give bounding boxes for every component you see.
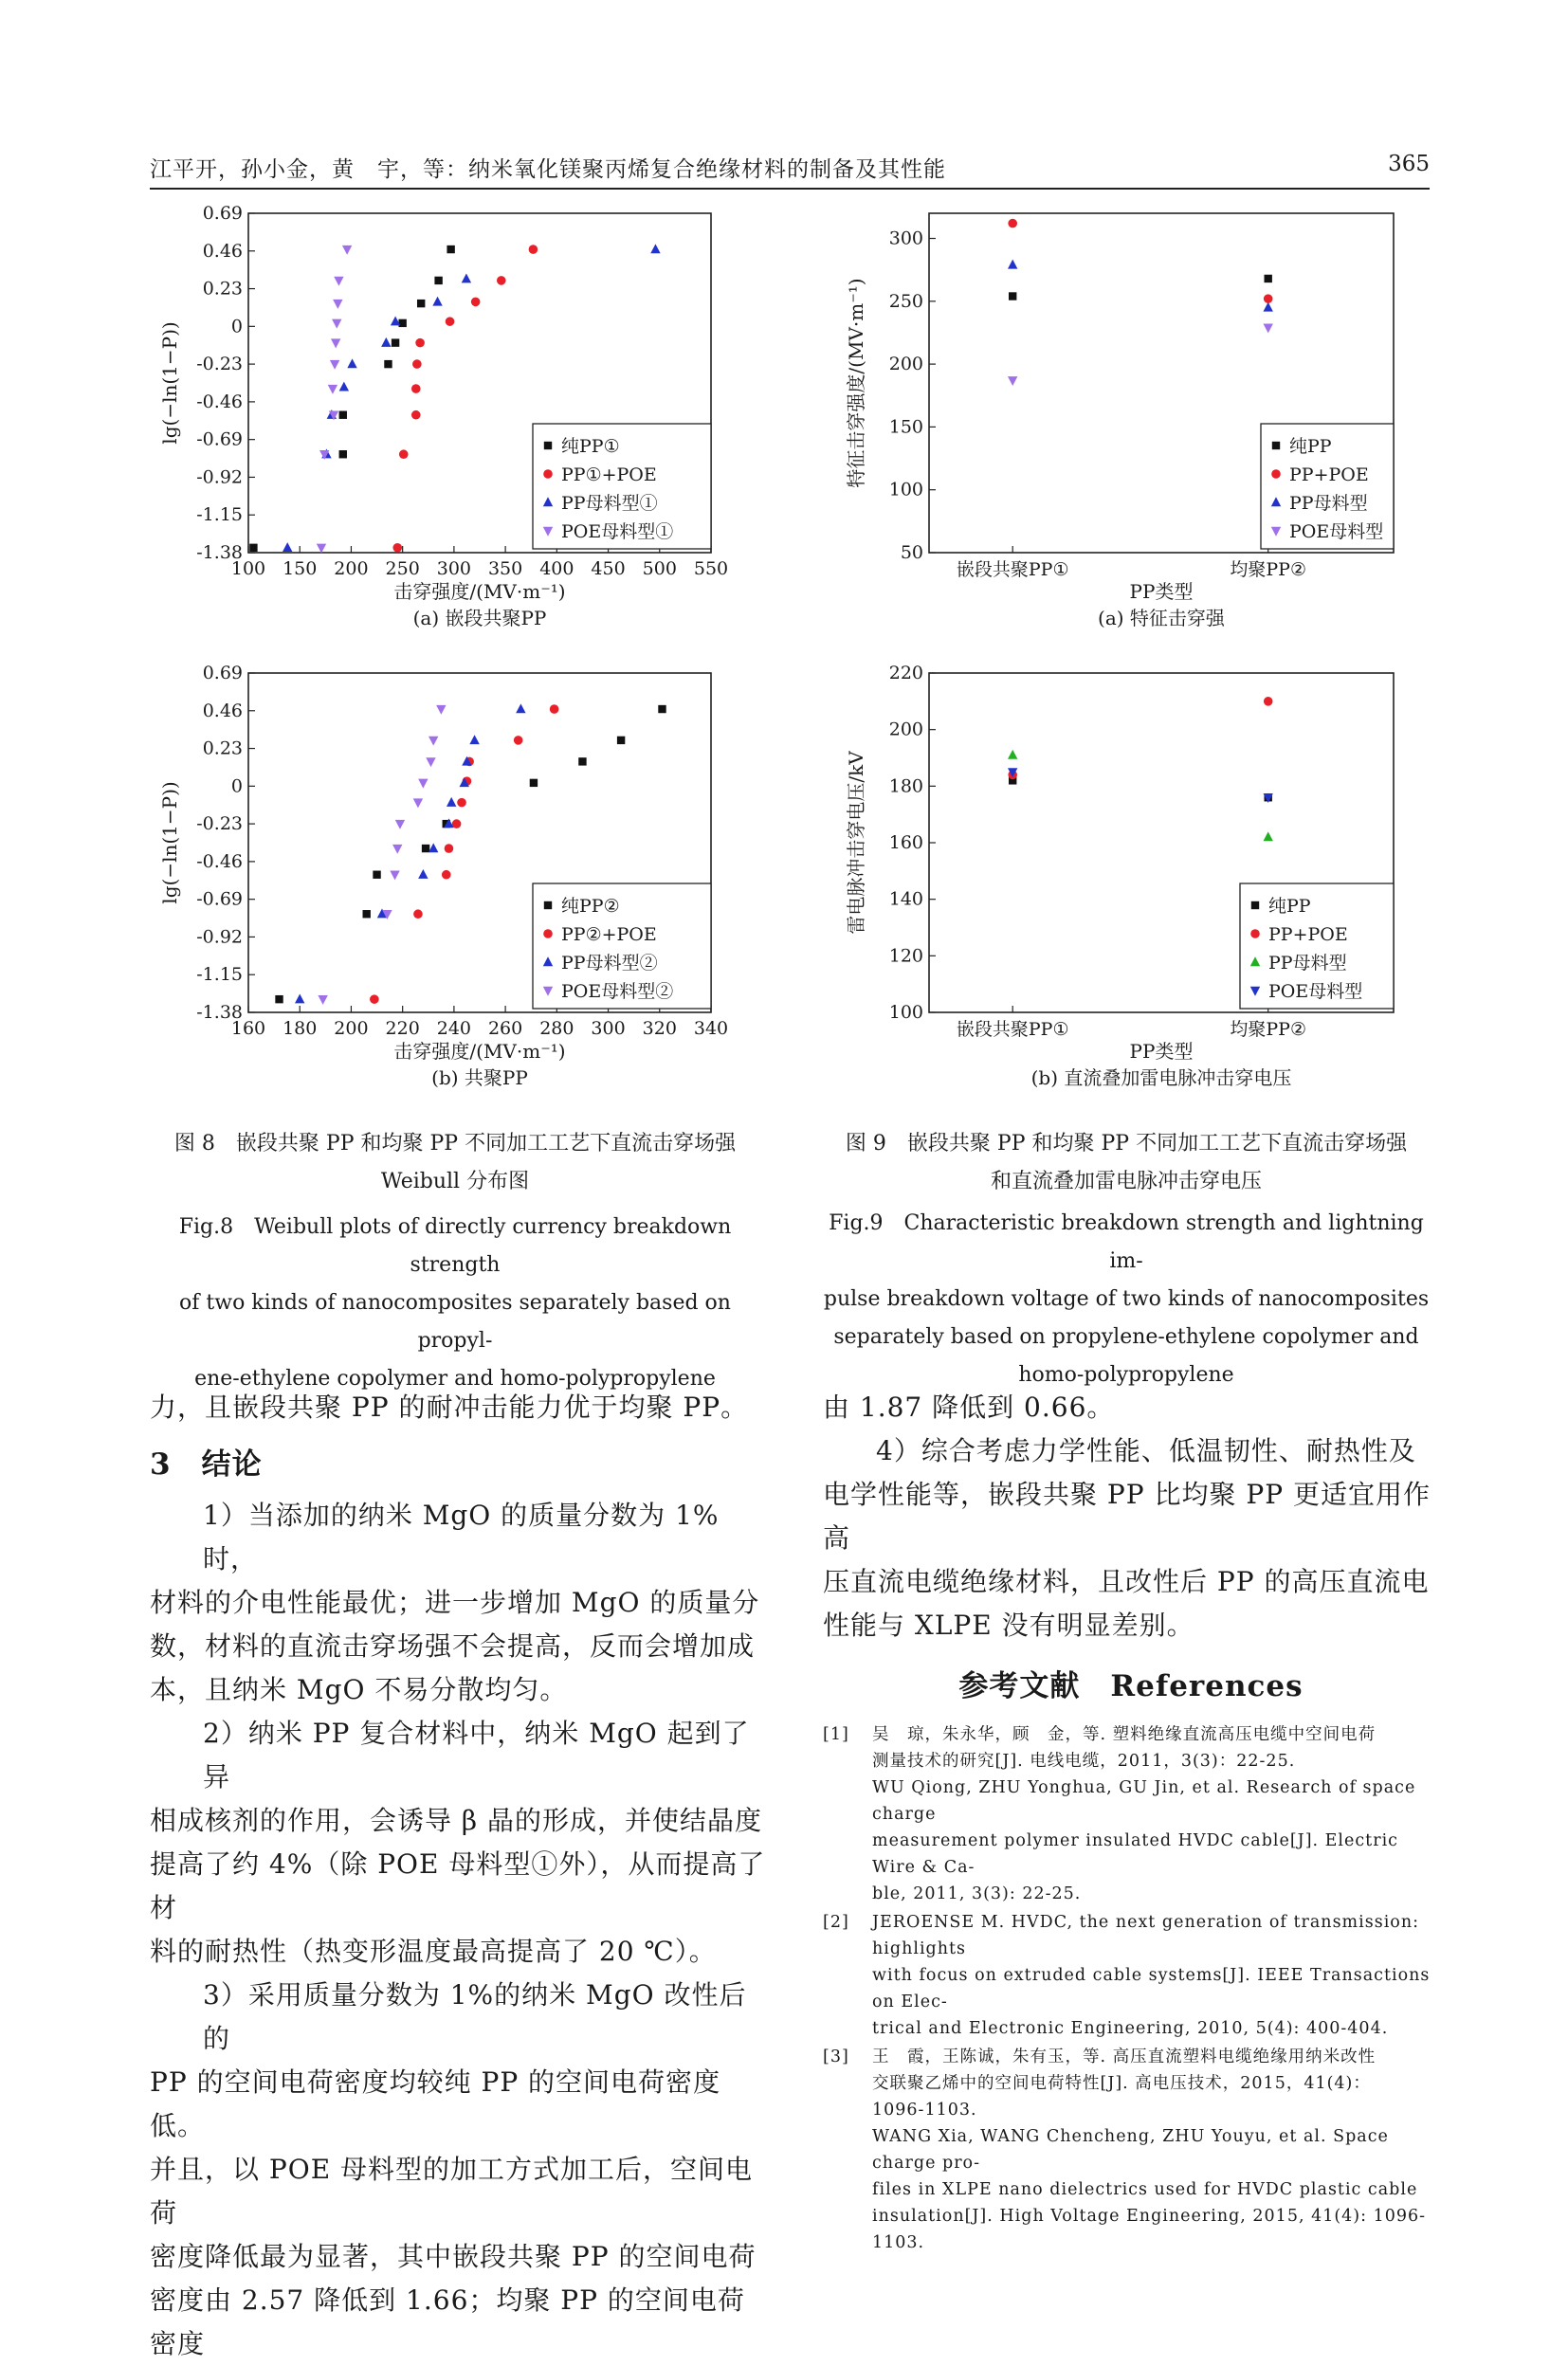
- fig8-caption-en-line: of two kinds of nanocomposites separately based on propyl-: [179, 1291, 731, 1353]
- chart-title: (b) 直流叠加雷电脉冲击穿电压: [1030, 1066, 1292, 1089]
- data-point: [530, 779, 538, 787]
- running-title: 江平开，孙小金，黄 宇，等：纳米氧化镁聚丙烯复合绝缘材料的制备及其性能: [150, 157, 946, 182]
- data-point: [1008, 219, 1017, 228]
- fig8-caption-cn-line: 图 8 嵌段共聚 PP 和均聚 PP 不同加工工艺下直流击穿场强: [173, 1132, 737, 1156]
- fig9-caption-en-line: Fig.9 Characteristic breakdown strength and lightning im-: [829, 1211, 1424, 1273]
- reference-line: 吴 琼，朱永华，顾 金，等. 塑料绝缘直流高压电缆中空间电荷: [872, 1725, 1377, 1744]
- text-line: 1）当添加的纳米 MgO 的质量分数为 1%时，: [203, 1500, 720, 1574]
- legend-marker: [543, 929, 553, 938]
- reference-item: [823, 1909, 1439, 2042]
- x-tick-label: 450: [591, 558, 626, 579]
- references-heading: 参考文献 References: [958, 1669, 1304, 1703]
- data-point: [399, 449, 409, 459]
- reference-line: 交联聚乙烯中的空间电荷特性[J]. 高电压技术，2015，41(4)：: [872, 2074, 1371, 2093]
- x-axis-label: 击穿强度/(MV·m⁻¹): [393, 580, 566, 603]
- y-tick-label: -0.23: [196, 813, 243, 835]
- x-tick-label: 200: [334, 558, 369, 579]
- text-line: 3）采用质量分数为 1%的纳米 MgO 改性后的: [203, 1979, 747, 2054]
- reference-line: ble, 2011, 3(3): 22-25.: [872, 1884, 1082, 1903]
- fig8-caption-cn-line: Weibull 分布图: [380, 1170, 530, 1193]
- y-tick-label: 250: [888, 290, 923, 312]
- text-line: 4）综合考虑力学性能、低温韧性、耐热性及: [876, 1435, 1416, 1466]
- legend-label: POE母料型: [1289, 521, 1384, 542]
- chart-title: (b) 共聚PP: [431, 1066, 528, 1089]
- data-point: [295, 993, 304, 1003]
- x-category-label: 嵌段共聚PP①: [956, 1019, 1069, 1040]
- reference-line: trical and Electronic Engineering, 2010, 5(4): 400-404.: [872, 2019, 1389, 2038]
- text-line: 数，材料的直流击穿场强不会提高，反而会增加成: [150, 1630, 756, 1662]
- data-point: [432, 297, 442, 306]
- fig9-caption-en-line: pulse breakdown voltage of two kinds of nanocomposites: [823, 1287, 1430, 1311]
- data-point: [283, 542, 292, 552]
- fig8-caption-en-line: Fig.8 Weibull plots of directly currency breakdown strength: [178, 1215, 732, 1277]
- right-column: [823, 1386, 1439, 2258]
- legend-label: POE母料型: [1268, 981, 1363, 1002]
- y-tick-label: 0.46: [202, 240, 243, 262]
- reference-line: WU Qiong, ZHU Yonghua, GU Jin, et al. Research of space charge: [872, 1778, 1416, 1824]
- data-point: [384, 360, 392, 368]
- data-point: [514, 736, 523, 745]
- data-point: [317, 544, 326, 554]
- data-point: [1264, 697, 1273, 706]
- y-tick-label: -0.23: [196, 354, 243, 375]
- y-tick-label: 180: [888, 775, 923, 797]
- legend-label: POE母料型②: [561, 981, 674, 1002]
- reference-line: 王 霞，王陈诚，朱有玉，等. 高压直流塑料电缆绝缘用纳米改性: [872, 2048, 1377, 2066]
- data-point: [392, 845, 402, 854]
- left-column: [150, 1386, 766, 2366]
- data-point: [392, 338, 399, 346]
- data-point: [471, 298, 481, 307]
- y-tick-label: -1.15: [196, 964, 243, 986]
- legend-marker: [544, 901, 552, 909]
- legend-label: PP+POE: [1268, 924, 1348, 945]
- data-point: [529, 245, 538, 254]
- data-point: [411, 384, 421, 393]
- chart-fig8a: [152, 204, 768, 659]
- chart-fig9a: [834, 204, 1450, 659]
- section-title: 3 结论: [150, 1447, 263, 1482]
- data-point: [330, 360, 339, 370]
- page-number: 365: [1388, 152, 1430, 176]
- y-tick-label: 100: [888, 479, 923, 500]
- fig8-caption-en-line: ene-ethylene copolymer and homo-polypropylene: [194, 1367, 716, 1391]
- y-tick-label: 0.69: [202, 204, 243, 224]
- fig9-caption-en-line: homo-polypropylene: [1018, 1363, 1234, 1387]
- data-point: [426, 757, 435, 767]
- y-tick-label: 0: [230, 316, 243, 337]
- y-tick-label: 100: [888, 1002, 923, 1023]
- data-point: [332, 319, 341, 329]
- reference-line: files in XLPE nano dielectrics used for HVDC plastic cable: [872, 2180, 1418, 2199]
- data-point: [617, 737, 625, 744]
- y-tick-label: 200: [888, 354, 923, 375]
- continuation-text: 力，且嵌段共聚 PP 的耐冲击能力优于均聚 PP。: [150, 1392, 749, 1423]
- data-point: [418, 779, 428, 789]
- legend-marker: [1250, 929, 1260, 938]
- data-point: [457, 798, 466, 808]
- legend-marker: [543, 469, 553, 479]
- data-point: [334, 277, 343, 286]
- data-point: [275, 995, 283, 1003]
- y-tick-label: -0.69: [196, 888, 243, 910]
- data-point: [446, 317, 455, 326]
- y-tick-label: -0.92: [196, 926, 243, 948]
- x-tick-label: 500: [642, 558, 677, 579]
- y-axis-label: lg(−ln(1−P)): [158, 321, 181, 445]
- y-tick-label: 200: [888, 719, 923, 740]
- legend-marker: [1251, 901, 1259, 909]
- data-point: [452, 819, 462, 828]
- data-point: [434, 277, 442, 284]
- data-point: [392, 543, 402, 553]
- y-tick-label: -0.46: [196, 850, 243, 872]
- data-point: [462, 273, 471, 282]
- x-category-label: 嵌段共聚PP①: [956, 559, 1069, 580]
- text-line: 相成核剂的作用，会诱导 β 晶的形成，并使结晶度: [150, 1805, 762, 1836]
- data-points: [1008, 697, 1273, 841]
- chart-fig9b: [834, 664, 1450, 1119]
- data-point: [442, 870, 451, 880]
- legend-marker: [1272, 442, 1280, 449]
- legend-label: 纯PP①: [561, 436, 620, 457]
- y-axis-label: lg(−ln(1−P)): [158, 781, 181, 904]
- data-point: [578, 757, 586, 765]
- y-tick-label: 50: [900, 542, 923, 563]
- data-point: [339, 382, 349, 391]
- data-point: [398, 319, 406, 327]
- x-axis-label: PP类型: [1129, 580, 1194, 603]
- reference-number: [1]: [823, 1725, 849, 1744]
- data-point: [339, 450, 347, 458]
- legend-label: PP②+POE: [561, 924, 657, 945]
- data-point: [413, 798, 423, 808]
- fig9-caption-cn-line: 图 9 嵌段共聚 PP 和均聚 PP 不同加工工艺下直流击穿场强: [845, 1132, 1408, 1156]
- data-point: [445, 844, 454, 853]
- reference-line: 1096-1103.: [872, 2101, 977, 2120]
- y-tick-label: -0.69: [196, 428, 243, 450]
- data-point: [411, 410, 421, 420]
- legend-label: PP母料型②: [561, 953, 658, 974]
- text-line: 本，且纳米 MgO 不易分散均匀。: [150, 1674, 568, 1705]
- data-point: [550, 704, 559, 714]
- data-point: [339, 411, 347, 419]
- x-axis-label: PP类型: [1129, 1040, 1194, 1063]
- data-point: [333, 300, 342, 309]
- legend-label: 纯PP②: [561, 896, 620, 917]
- y-tick-label: 120: [888, 945, 923, 967]
- text-line: 密度由 2.57 降低到 1.66；均聚 PP 的空间电荷密度: [150, 2284, 745, 2359]
- chart-title: (a) 嵌段共聚PP: [412, 607, 547, 629]
- data-point: [412, 359, 422, 369]
- y-tick-label: -1.15: [196, 504, 243, 526]
- data-point: [418, 869, 428, 879]
- continuation-text: 由 1.87 降低到 0.66。: [823, 1392, 1115, 1423]
- y-tick-label: 150: [888, 416, 923, 438]
- figure9-caption: [813, 1125, 1439, 1394]
- reference-line: insulation[J]. High Voltage Engineering, 2015, 41(4): 1096-1103.: [872, 2207, 1427, 2252]
- y-tick-label: 0.69: [202, 664, 243, 683]
- x-tick-label: 300: [436, 558, 472, 579]
- data-point: [381, 337, 391, 347]
- data-point: [1265, 275, 1272, 282]
- data-point: [417, 300, 425, 307]
- legend-label: 纯PP: [1289, 436, 1332, 457]
- data-point: [436, 705, 446, 715]
- y-tick-label: -1.38: [196, 542, 243, 563]
- data-point: [1008, 260, 1017, 269]
- text-line: 压直流电缆绝缘材料，且改性后 PP 的高压直流电: [823, 1566, 1430, 1597]
- x-axis-label: 击穿强度/(MV·m⁻¹): [393, 1040, 566, 1063]
- y-tick-label: 300: [888, 228, 923, 249]
- data-points: [1008, 219, 1273, 386]
- x-tick-label: 340: [693, 1018, 729, 1039]
- legend-label: 纯PP: [1268, 896, 1311, 917]
- x-tick-label: 350: [487, 558, 523, 579]
- data-point: [342, 246, 352, 255]
- legend-label: PP+POE: [1289, 464, 1369, 485]
- legend-marker: [544, 442, 552, 449]
- legend-label: PP母料型: [1289, 493, 1368, 514]
- reference-line: 测量技术的研究[J]. 电线电缆，2011，3(3)：22-25.: [872, 1752, 1296, 1771]
- x-tick-label: 550: [693, 558, 729, 579]
- x-category-label: 均聚PP②: [1230, 1019, 1307, 1040]
- data-point: [1264, 294, 1273, 303]
- data-point: [497, 276, 506, 285]
- y-tick-label: 220: [888, 664, 923, 683]
- data-point: [516, 703, 525, 713]
- text-line: 性能与 XLPE 没有明显差别。: [823, 1610, 1194, 1641]
- conclusion-paragraph-1: [150, 1494, 766, 1712]
- y-tick-label: 140: [888, 888, 923, 910]
- reference-line: JEROENSE M. HVDC, the next generation of transmission: highlights: [872, 1913, 1420, 1958]
- text-line: 密度降低最为显著，其中嵌段共聚 PP 的空间电荷: [150, 2241, 757, 2272]
- legend-label: POE母料型①: [561, 521, 674, 542]
- y-tick-label: 0.23: [202, 737, 243, 759]
- data-point: [390, 871, 399, 881]
- data-point: [650, 244, 660, 253]
- conclusion-paragraph-2: [150, 1712, 766, 1974]
- reference-item: [823, 1721, 1439, 1907]
- conclusion-paragraph-3: [150, 1974, 766, 2366]
- data-point: [415, 338, 425, 348]
- x-tick-label: 100: [230, 558, 266, 579]
- data-point: [249, 544, 257, 552]
- chart-title: (a) 特征击穿强: [1098, 607, 1225, 629]
- reference-line: measurement polymer insulated HVDC cable[J]. Electric Wire & Ca-: [872, 1831, 1398, 1877]
- x-tick-label: 300: [591, 1018, 626, 1039]
- text-line: 电学性能等，嵌段共聚 PP 比均聚 PP 更适宜用作高: [823, 1479, 1431, 1554]
- data-point: [1264, 831, 1273, 841]
- x-tick-label: 150: [283, 558, 318, 579]
- data-point: [428, 843, 438, 852]
- text-line: 材料的介电性能最优；进一步增加 MgO 的质量分: [150, 1587, 760, 1618]
- x-tick-label: 400: [539, 558, 574, 579]
- legend-label: PP①+POE: [561, 464, 657, 485]
- legend-label: PP母料型①: [561, 493, 658, 514]
- data-point: [328, 385, 337, 394]
- data-point: [447, 246, 454, 253]
- reference-number: [2]: [823, 1913, 849, 1932]
- data-point: [428, 737, 438, 746]
- data-point: [370, 994, 379, 1004]
- reference-number: [3]: [823, 2048, 849, 2066]
- data-point: [1009, 292, 1016, 300]
- reference-line: WANG Xia, WANG Chencheng, ZHU Youyu, et al. Space charge pro-: [872, 2127, 1389, 2173]
- x-tick-label: 200: [334, 1018, 369, 1039]
- reference-line: with focus on extruded cable systems[J]. IEEE Transactions on Elec-: [872, 1966, 1431, 2011]
- y-tick-label: -1.38: [196, 1002, 243, 1023]
- reference-list: [823, 1721, 1439, 2256]
- x-tick-label: 260: [487, 1018, 523, 1039]
- fig9-caption-en-line: separately based on propylene-ethylene copolymer and: [833, 1325, 1419, 1349]
- x-tick-label: 320: [642, 1018, 677, 1039]
- running-header: [150, 150, 1430, 190]
- x-tick-label: 220: [385, 1018, 420, 1039]
- y-tick-label: 0: [230, 775, 243, 797]
- data-point: [347, 358, 356, 368]
- y-axis-label: 雷电脉冲击穿电压/kV: [845, 751, 867, 935]
- conclusion-paragraph-4: [823, 1429, 1439, 1647]
- fig9-caption-cn-line: 和直流叠加雷电脉冲击穿电压: [990, 1170, 1262, 1193]
- x-tick-label: 160: [230, 1018, 266, 1039]
- y-tick-label: 160: [888, 832, 923, 853]
- text-line: 2）纳米 PP 复合材料中，纳米 MgO 起到了异: [203, 1718, 750, 1793]
- data-point: [363, 910, 371, 918]
- y-tick-label: 0.23: [202, 278, 243, 300]
- y-tick-label: -0.92: [196, 466, 243, 488]
- y-tick-label: 0.46: [202, 700, 243, 721]
- text-line: 提高了约 4%（除 POE 母料型①外），从而提高了材: [150, 1848, 766, 1923]
- data-point: [413, 909, 423, 919]
- data-point: [447, 797, 456, 807]
- data-point: [1264, 323, 1273, 333]
- legend-marker: [1271, 469, 1281, 479]
- data-point: [373, 871, 380, 879]
- x-tick-label: 240: [436, 1018, 472, 1039]
- data-point: [331, 338, 340, 348]
- x-tick-label: 280: [539, 1018, 574, 1039]
- data-point: [658, 705, 665, 713]
- x-tick-label: 180: [283, 1018, 318, 1039]
- text-line: PP 的空间电荷密度均较纯 PP 的空间电荷密度低。: [150, 2066, 721, 2141]
- data-point: [1008, 376, 1017, 386]
- data-point: [1008, 750, 1017, 759]
- chart-fig8b: [152, 664, 768, 1119]
- text-line: 料的耐热性（热变形温度最高提高了 20 ℃）。: [150, 1936, 717, 1967]
- reference-item: [823, 2044, 1439, 2256]
- legend-label: PP母料型: [1268, 953, 1347, 974]
- data-point: [469, 735, 479, 744]
- text-line: 并且，以 POE 母料型的加工方式加工后，空间电荷: [150, 2154, 754, 2229]
- y-tick-label: -0.46: [196, 391, 243, 412]
- x-tick-label: 250: [385, 558, 420, 579]
- data-point: [422, 845, 429, 852]
- y-axis-label: 特征击穿强度/(MV·m⁻¹): [845, 278, 867, 488]
- figure8-caption: [142, 1125, 768, 1398]
- data-point: [395, 820, 405, 829]
- data-point: [1264, 302, 1273, 312]
- x-category-label: 均聚PP②: [1230, 559, 1307, 580]
- data-point: [318, 995, 327, 1005]
